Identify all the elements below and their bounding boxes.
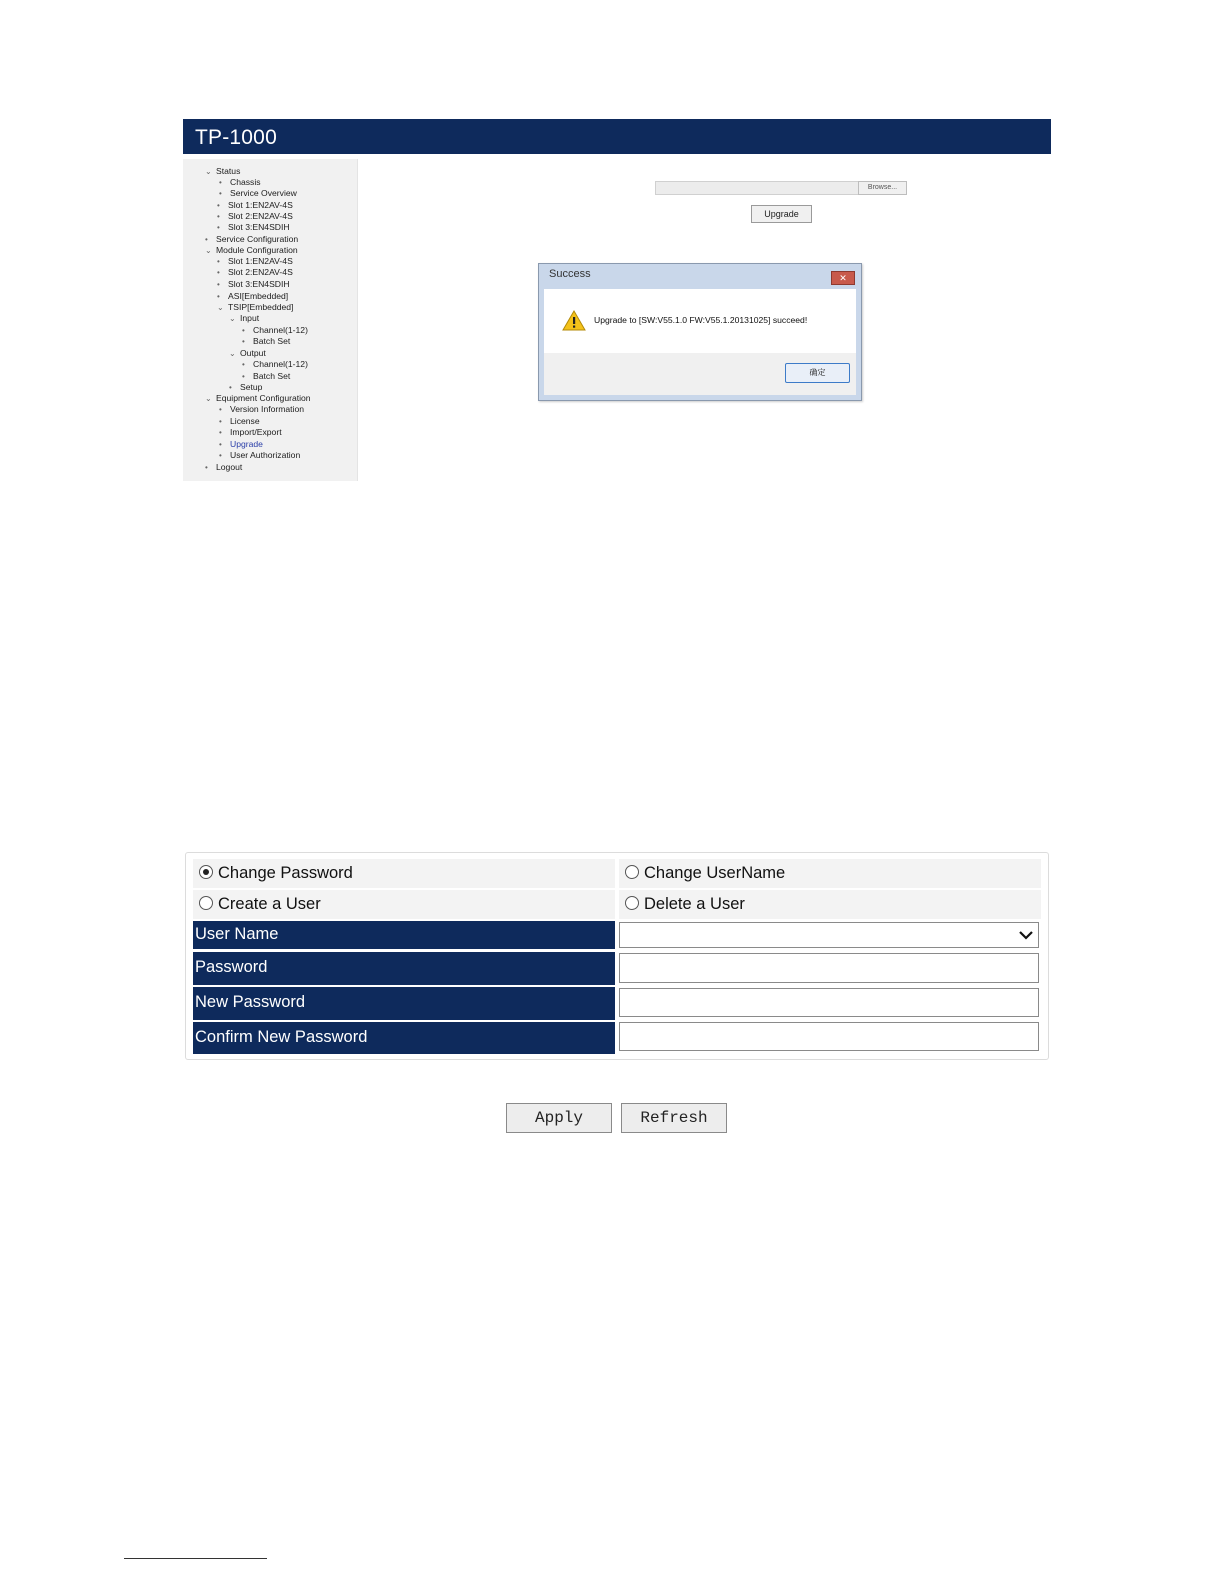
new-password-input[interactable]: [619, 988, 1039, 1017]
user-name-select[interactable]: [619, 922, 1039, 948]
option-create-user[interactable]: [193, 890, 615, 919]
sidebar-item-label: Slot 1:EN2AV-4S: [228, 200, 293, 210]
sidebar-item-module-configuration[interactable]: [205, 245, 298, 256]
user-name-label: User Name: [193, 921, 615, 949]
option-delete-user[interactable]: [619, 890, 1041, 919]
sidebar-item-equipment-configuration[interactable]: [205, 393, 311, 404]
sidebar-item-label: Equipment Configuration: [216, 393, 311, 403]
sidebar-item-label: Logout: [216, 462, 243, 472]
bullet-icon: •: [219, 405, 222, 414]
sidebar-item-label: Channel(1-12): [253, 325, 308, 335]
sidebar-item-version-information[interactable]: [219, 404, 304, 415]
expand-icon: ⌄: [229, 314, 236, 323]
bullet-icon: •: [205, 463, 208, 472]
upgrade-screenshot: [183, 119, 1051, 481]
sidebar-item-chassis[interactable]: [219, 177, 261, 188]
sidebar-item-label: Setup: [240, 382, 263, 392]
bullet-icon: •: [217, 292, 220, 301]
apply-button[interactable]: Apply: [506, 1103, 612, 1133]
sidebar-item-label: Service Configuration: [216, 234, 299, 244]
sidebar-item-setup[interactable]: [229, 382, 262, 393]
option-label: Change Password: [218, 864, 353, 882]
sidebar-item-output-channel[interactable]: [242, 359, 308, 370]
option-change-username[interactable]: [619, 859, 1041, 888]
sidebar-item-label: Slot 1:EN2AV-4S: [228, 256, 293, 266]
sidebar-item-upgrade[interactable]: [219, 439, 263, 450]
bullet-icon: •: [217, 201, 220, 210]
sidebar-item-license[interactable]: [219, 416, 260, 427]
browse-button[interactable]: Browse...: [858, 181, 907, 195]
sidebar-item-service-configuration[interactable]: [205, 234, 298, 245]
sidebar-item-label: License: [230, 416, 260, 426]
sidebar-item-module-slot2[interactable]: [217, 267, 293, 278]
sidebar-item-label: Version Information: [230, 404, 305, 414]
app-header: [183, 119, 1051, 154]
password-input[interactable]: [619, 953, 1039, 983]
sidebar-item-label: Slot 2:EN2AV-4S: [228, 211, 293, 221]
confirm-new-password-label: Confirm New Password: [193, 1022, 615, 1054]
sidebar-item-label: User Authorization: [230, 450, 301, 460]
bullet-icon: •: [217, 212, 220, 221]
bullet-icon: •: [229, 383, 232, 392]
sidebar-item-label: Status: [216, 166, 241, 176]
sidebar-item-label: Service Overview: [230, 188, 297, 198]
bullet-icon: •: [242, 372, 245, 381]
bullet-icon: •: [217, 268, 220, 277]
dialog-title: Success: [549, 268, 591, 280]
sidebar-item-status[interactable]: [205, 166, 240, 177]
bullet-icon: •: [219, 440, 222, 449]
radio-icon[interactable]: [625, 865, 639, 879]
bullet-icon: •: [219, 189, 222, 198]
sidebar-item-label: Output: [240, 348, 266, 358]
sidebar-nav: [183, 159, 358, 481]
refresh-button[interactable]: Refresh: [621, 1103, 727, 1133]
sidebar-item-label: Module Configuration: [216, 245, 298, 255]
bullet-icon: •: [219, 428, 222, 437]
bullet-icon: •: [219, 451, 222, 460]
expand-icon: ⌄: [205, 246, 212, 255]
success-dialog: [538, 263, 862, 401]
password-label: Password: [193, 952, 615, 985]
warning-icon: [562, 310, 586, 331]
sidebar-item-tsip[interactable]: [217, 302, 293, 313]
sidebar-item-asi[interactable]: [217, 291, 288, 302]
sidebar-item-input[interactable]: [229, 313, 259, 324]
sidebar-item-label: Slot 2:EN2AV-4S: [228, 267, 293, 277]
bullet-icon: •: [217, 280, 220, 289]
ok-button[interactable]: 确定: [785, 363, 850, 383]
app-title: TP-1000: [195, 126, 277, 149]
sidebar-item-output[interactable]: [229, 348, 266, 359]
file-path-input[interactable]: [655, 181, 859, 195]
option-change-password[interactable]: [193, 859, 615, 888]
bullet-icon: •: [205, 235, 208, 244]
sidebar-item-input-batch-set[interactable]: [242, 336, 290, 347]
bullet-icon: •: [219, 417, 222, 426]
sidebar-item-label: Slot 3:EN4SDIH: [228, 279, 290, 289]
option-label: Change UserName: [644, 864, 786, 882]
new-password-label: New Password: [193, 987, 615, 1020]
sidebar-item-status-slot3[interactable]: [217, 222, 290, 233]
sidebar-item-logout[interactable]: [205, 462, 242, 473]
bullet-icon: •: [242, 326, 245, 335]
dialog-footer: [544, 353, 856, 395]
sidebar-item-label: Import/Export: [230, 427, 282, 437]
sidebar-item-output-batch-set[interactable]: [242, 371, 290, 382]
sidebar-item-label: Upgrade: [230, 439, 263, 449]
bullet-icon: •: [217, 223, 220, 232]
confirm-new-password-input[interactable]: [619, 1022, 1039, 1051]
sidebar-item-label: Batch Set: [253, 336, 291, 346]
sidebar-item-import-export[interactable]: [219, 427, 282, 438]
bullet-icon: •: [242, 360, 245, 369]
dialog-body: [544, 289, 856, 353]
sidebar-item-module-slot1[interactable]: [217, 256, 293, 267]
sidebar-item-service-overview[interactable]: [219, 188, 297, 199]
sidebar-item-status-slot2[interactable]: [217, 211, 293, 222]
radio-checked-icon[interactable]: [199, 865, 213, 879]
bullet-icon: •: [242, 337, 245, 346]
sidebar-item-label: ASI[Embedded]: [228, 291, 289, 301]
user-authorization-form: [185, 852, 1049, 1060]
expand-icon: ⌄: [205, 394, 212, 403]
expand-icon: ⌄: [205, 167, 212, 176]
sidebar-item-label: Input: [240, 313, 260, 323]
sidebar-item-label: Slot 3:EN4SDIH: [228, 222, 290, 232]
sidebar-item-input-channel[interactable]: [242, 325, 308, 336]
dialog-message: Upgrade to [SW:V55.1.0 FW:V55.1.20131025] succeed!: [594, 315, 808, 325]
sidebar-item-user-authorization[interactable]: [219, 450, 300, 461]
sidebar-item-label: Chassis: [230, 177, 261, 187]
option-label: Create a User: [218, 895, 321, 913]
sidebar-item-label: Batch Set: [253, 371, 291, 381]
sidebar-item-label: Channel(1-12): [253, 359, 308, 369]
sidebar-item-module-slot3[interactable]: [217, 279, 290, 290]
radio-icon[interactable]: [199, 896, 213, 910]
radio-icon[interactable]: [625, 896, 639, 910]
bullet-icon: •: [219, 178, 222, 187]
chevron-down-icon: [1018, 929, 1034, 941]
upgrade-button[interactable]: Upgrade: [751, 205, 812, 223]
option-label: Delete a User: [644, 895, 745, 913]
expand-icon: ⌄: [229, 349, 236, 358]
sidebar-item-label: TSIP[Embedded]: [228, 302, 294, 312]
close-button[interactable]: ✕: [831, 271, 855, 285]
bullet-icon: •: [217, 257, 220, 266]
sidebar-item-status-slot1[interactable]: [217, 200, 293, 211]
expand-icon: ⌄: [217, 303, 224, 312]
footnote-divider: [124, 1558, 267, 1559]
